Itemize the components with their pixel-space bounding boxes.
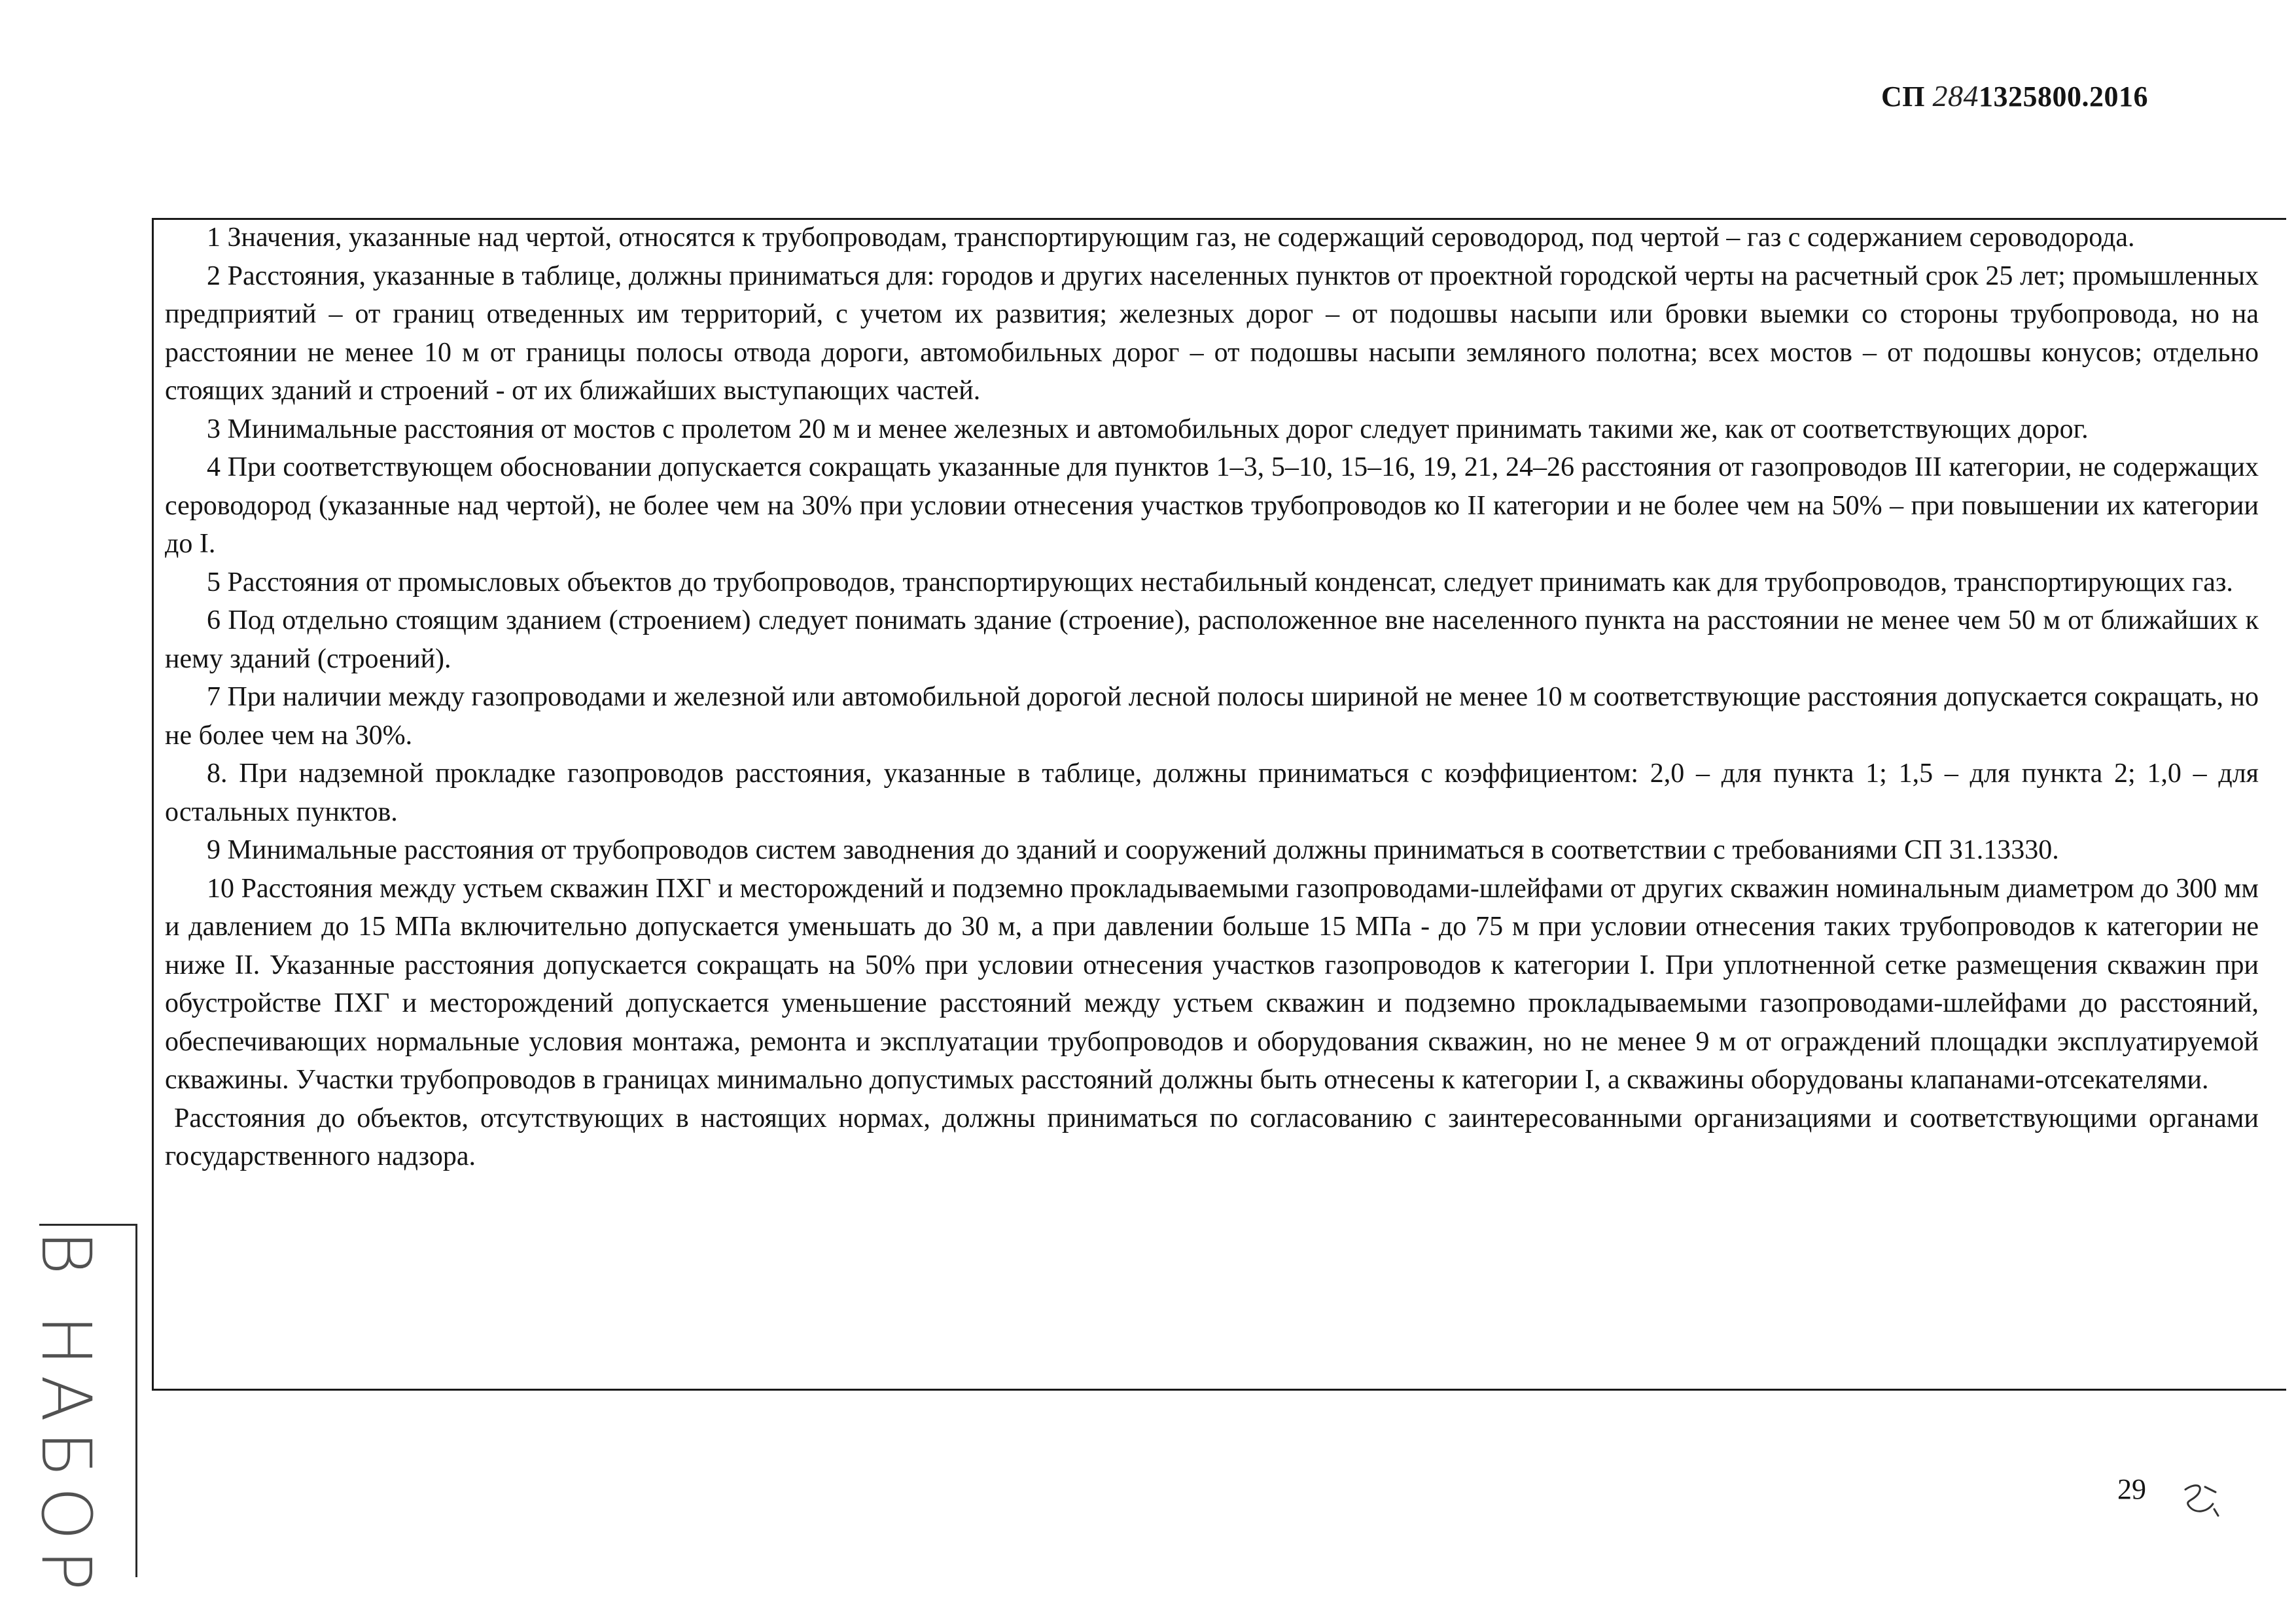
note-3: 3 Минимальные расстояния от мостов с пролетом 20 м и менее железных и автомобильных дорог следует принимать такими же, как от соответствующих дорог.	[207, 414, 2089, 444]
note-1: 1 Значения, указанные над чертой, относятся к трубопроводам, транспортирующим газ, не содержащий сероводород, под чертой – газ с содержанием сероводорода.	[207, 223, 2135, 253]
note-6: 6 Под отдельно стоящим зданием (строением) следует понимать здание (строение), расположенное вне населенного пункта на расстоянии не менее чем 50 м от ближайших к нему зданий (строений).	[165, 605, 2259, 674]
stamp-v-nabor: В НАБОР	[26, 1230, 106, 1600]
note-5: 5 Расстояния от промысловых объектов до трубопроводов, транспортирующих нестабильный конденсат, следует принимать как для трубопроводов, транспортирующих газ.	[207, 567, 2233, 597]
document-code-suffix: 1325800.2016	[1979, 80, 2148, 113]
note-general: Расстояния до объектов, отсутствующих в настоящих нормах, должны приниматься по согласованию с заинтересованными организациями и соответствующими органами государственного надзора.	[165, 1103, 2259, 1171]
handwritten-number: 284	[1932, 79, 1979, 113]
note-2: 2 Расстояния, указанные в таблице, должны приниматься для: городов и других населенных пунктов от проектной городской черты на расчетный срок 25 лет; промышленных предприятий – от границ отведенных им территорий, с учетом их развития; железных дорог – от подошвы насыпи или бровки выемки со стороны трубопровода, но на расстоянии не менее 10 м от границы полосы отвода дороги, автомобильных дорог – от подошвы насыпи земляного полотна; всех мостов – от подошвы конусов; отдельно стоящих зданий и строений - от их ближайших выступающих частей.	[165, 260, 2259, 406]
note-4: 4 При соответствующем обосновании допускается сокращать указанные для пунктов 1–3, 5–10, 15–16, 19, 21, 24–26 расстояния от газопроводов III категории, не содержащих сероводород (указанные над чертой), не более чем на 30% при условии отнесения участков трубопроводов ко II категории и не более чем на 50% – при повышении их категории до I.	[165, 452, 2259, 559]
handwritten-mark-icon	[2179, 1478, 2225, 1524]
page-number: 29	[2117, 1473, 2146, 1505]
note-8: 8. При надземной прокладке газопроводов расстояния, указанные в таблице, должны приниматься с коэффициентом: 2,0 – для пункта 1; 1,5 – для пункта 2; 1,0 – для остальных пунктов.	[165, 758, 2259, 827]
document-code	[1881, 79, 2148, 113]
table-notes	[165, 219, 2259, 1176]
note-7: 7 При наличии между газопроводами и железной или автомобильной дорогой лесной полосы шириной не менее 10 м соответствующие расстояния допускается сокращать, но не более чем на 30%.	[165, 682, 2259, 751]
note-10: 10 Расстояния между устьем скважин ПХГ и месторождений и подземно прокладываемыми газопроводами-шлейфами от других скважин номинальным диаметром до 300 мм и давлением до 15 МПа включительно допускается уменьшать до 30 м, а при давлении больше 15 МПа - до 75 м при условии отнесения таких трубопроводов к категории не ниже II. Указанные расстояния допускается сокращать на 50% при условии отнесения участков газопроводов к категории I. При уплотненной сетке размещения скважин при обустройстве ПХГ и месторождений допускается уменьшение расстояний между устьем скважин и подземно прокладываемыми газопроводами-шлейфами до расстояний, обеспечивающих нормальные условия монтажа, ремонта и эксплуатации трубопроводов и оборудования скважин, но не менее 9 м от ограждений площадки эксплуатируемой скважины. Участки трубопроводов в границах минимально допустимых расстояний должны быть отнесены к категории I, а скважины оборудованы клапанами-отсекателями.	[165, 873, 2259, 1095]
note-9: 9 Минимальные расстояния от трубопроводов систем заводнения до зданий и сооружений должны приниматься в соответствии с требованиями СП 31.13330.	[207, 835, 2059, 865]
document-code-prefix: СП	[1881, 80, 1933, 113]
